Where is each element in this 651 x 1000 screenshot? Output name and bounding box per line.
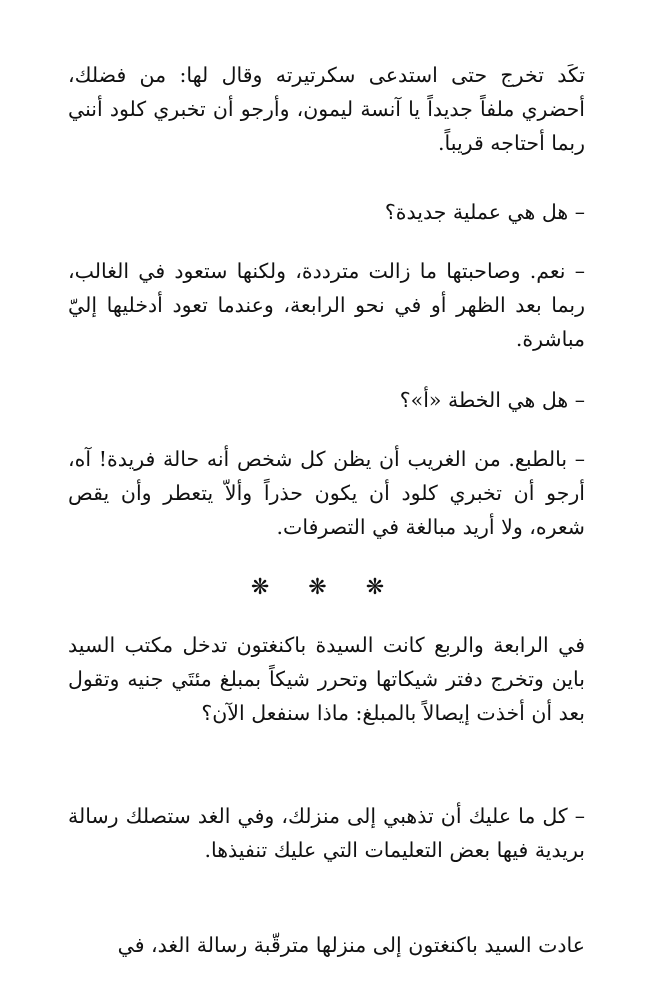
- dialogue-line: – نعم. وصاحبتها ما زالت مترددة، ولكنها ستعود في الغالب، ربما بعد الظهر أو في نحو الرابعة، وعندما تعود أدخليها إليّ مباشرة.: [68, 259, 585, 351]
- dialogue-line: – هل هي الخطة «أ»؟: [399, 388, 585, 412]
- dialogue-line: – بالطبع. من الغريب أن يظن كل شخص أنه حالة فريدة! آه، أرجو أن تخبري كلود أن يكون حذراً وألاّ يتعطر وأن يقص شعره، ولا أريد مبالغة في التصرفات.: [68, 447, 585, 539]
- paragraph: تكَد تخرج حتى استدعى سكرتيرته وقال لها: من فضلك، أحضري ملفاً جديداً يا آنسة ليمون، وأرجو أن تخبري كلود أنني ربما أحتاجه قريباً.: [68, 63, 585, 155]
- paragraph: عادت السيد باكنغتون إلى منزلها مترقّبة رسالة الغد، في: [117, 933, 585, 957]
- dialogue-line: – هل هي عملية جديدة؟: [384, 200, 585, 224]
- section-separator: ❋ ❋ ❋: [250, 575, 401, 600]
- dialogue-line: – كل ما عليك أن تذهبي إلى منزلك، وفي الغد ستصلك رسالة بريدية فيها بعض التعليمات التي عليك تنفيذها.: [68, 804, 585, 862]
- paragraph: في الرابعة والربع كانت السيدة باكنغتون تدخل مكتب السيد باين وتخرج دفتر شيكاتها وتحرر شيكاً بمبلغ مئتَي جنيه وتقول بعد أن أخذت إيصالاً بالمبلغ: ماذا سنفعل الآن؟: [68, 633, 585, 725]
